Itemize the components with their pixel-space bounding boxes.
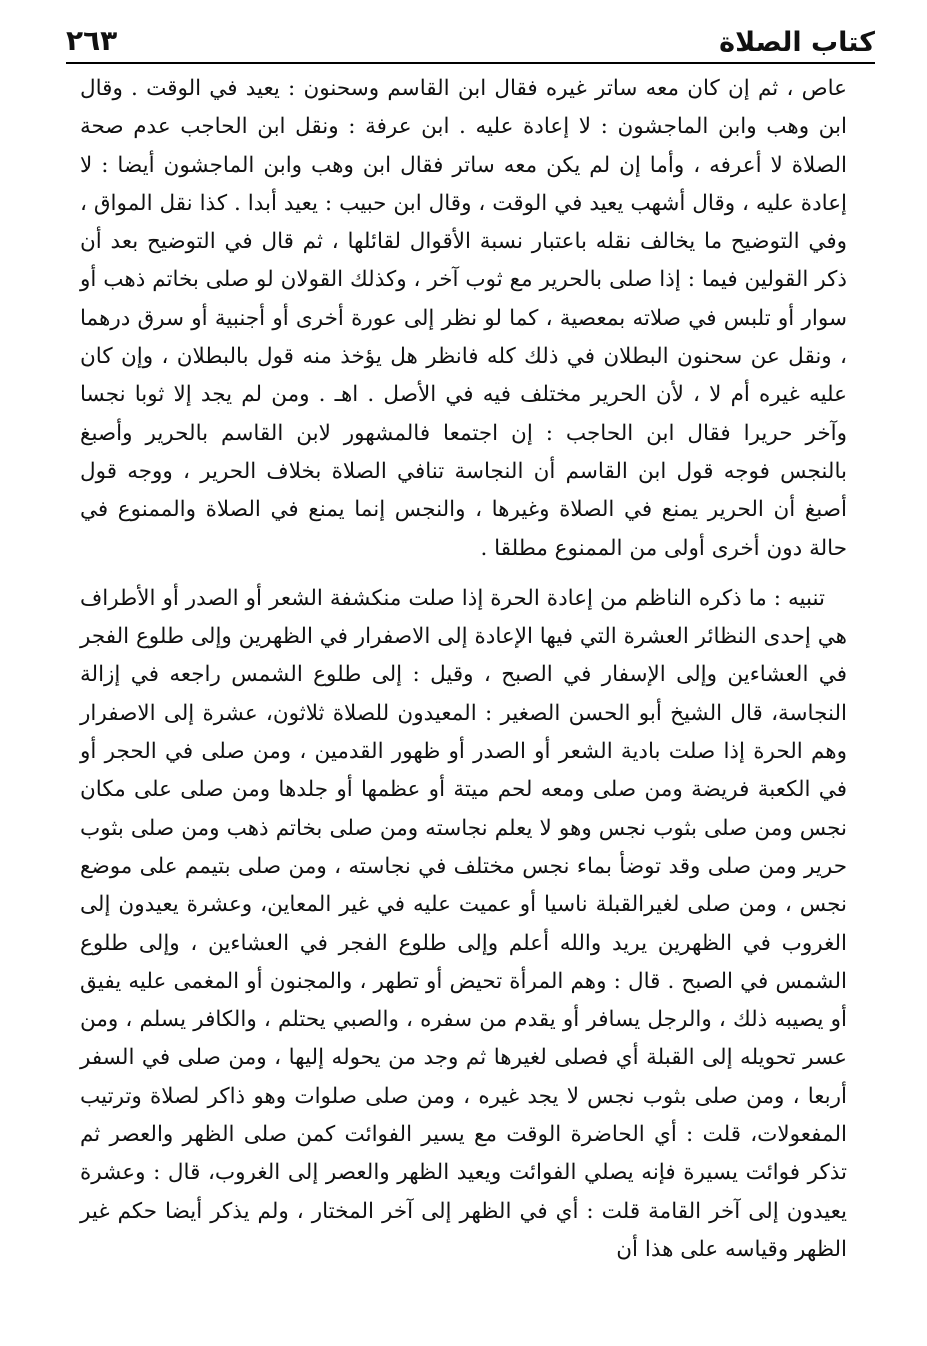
paragraph-main: عاص ، ثم إن كان معه ساتر غيره فقال ابن القاسم وسحنون : يعيد في الوقت . وقال ابن وهب وابن الماجشون : لا إعادة عليه . ابن عرفة : ونقل ابن الحاجب عدم صحة الصلاة لا أعرفه ، وأما إن لم يكن معه ساتر فقال ابن وهب وابن الماجشون أيضا : لا إعادة عليه ، وقال أشهب يعيد في الوقت ، وقال ابن حبيب : يعيد أبدا . كذا نقل المواق ، وفي التوضيح ما يخالف نقله باعتبار نسبة الأقوال لقائلها ، ثم قال في التوضيح بعد أن ذكر القولين فيما : إذا صلى بالحرير مع ثوب آخر ، وكذلك القولان لو صلى بخاتم ذهب أو سوار أو تلبس في صلاته بمعصية ، كما لو نظر إلى عورة أخرى أو أجنبية أو سرق درهما ، ونقل عن سحنون البطلان في ذلك كله فانظر هل يؤخذ منه قول بالبطلان ، وإن كان عليه غيره أم لا ، لأن الحرير مختلف فيه في الأصل . اهـ . ومن لم يجد إلا ثوبا نجسا وآخر حريرا فقال ابن الحاجب : إن اجتمعا فالمشهور لابن القاسم بالحرير وأصبغ بالنجس فوجه قول ابن القاسم أن النجاسة تنافي الصلاة بخلاف الحرير ، ووجه قول أصبغ أن الحرير يمنع في الصلاة وغيرها ، والنجس إنما يمنع في الصلاة والممنوع في حالة دون أخرى أولى من الممنوع مطلقا . [80,76,847,561]
page-number: ٢٦٣ [66,24,118,57]
running-title: كتاب الصلاة [719,27,875,58]
header-divider [66,62,875,64]
body-text [80,70,847,1269]
running-header [66,22,875,62]
paragraph-note: تنبيه : ما ذكره الناظم من إعادة الحرة إذا صلت منكشفة الشعر أو الصدر أو الأطراف هي إحدى النظائر العشرة التي فيها الإعادة إلى الاصفرار في الظهرين وإلى طلوع الفجر في العشاءين وإلى الإسفار في الصبح ، وقيل : إلى طلوع الشمس راجعه في إزالة النجاسة، قال الشيخ أبو الحسن الصغير : المعيدون للصلاة ثلاثون، عشرة إلى الاصفرار وهم الحرة إذا صلت بادية الشعر أو الصدر أو ظهور القدمين ، ومن صلى في الحجر أو في الكعبة فريضة ومن صلى ومعه لحم ميتة أو عظمها أو جلدها ومن صلى على مكان نجس ومن صلى بثوب نجس وهو لا يعلم نجاسته ومن صلى بخاتم ذهب ومن صلى بثوب حرير ومن صلى وقد توضأ بماء نجس مختلف في نجاسته ، ومن صلى بتيمم على موضع نجس ، ومن صلى لغيرالقبلة ناسيا أو عميت عليه في غير المعاين، وعشرة يعيدون إلى الغروب في الظهرين يريد والله أعلم وإلى طلوع الفجر في العشاءين ، وإلى طلوع الشمس في الصبح . قال : وهم المرأة تحيض أو تطهر ، والمجنون أو المغمى عليه يفيق أو يصيبه ذلك ، والرجل يسافر أو يقدم من سفره ، والصبي يحتلم ، والكافر يسلم ، ومن عسر تحويله إلى القبلة أي فصلى لغيرها ثم وجد من يحوله إليها ، ومن صلى في السفر أربعا ، ومن صلى بثوب نجس لا يجد غيره ، ومن صلى صلوات وهو ذاكر لصلاة وترتيب المفعولات، قلت : أي الحاضرة الوقت مع يسير الفوائت كمن صلى الظهر والعصر ثم تذكر فوائت يسيرة فإنه يصلي الفوائت ويعيد الظهر والعصر إلى الغروب، قال : وعشرة يعيدون إلى آخر القامة قلت : أي في الظهر إلى آخر المختار ، ولم يذكر أيضا حكم غير الظهر وقياسه على هذا أن [80,585,847,1262]
